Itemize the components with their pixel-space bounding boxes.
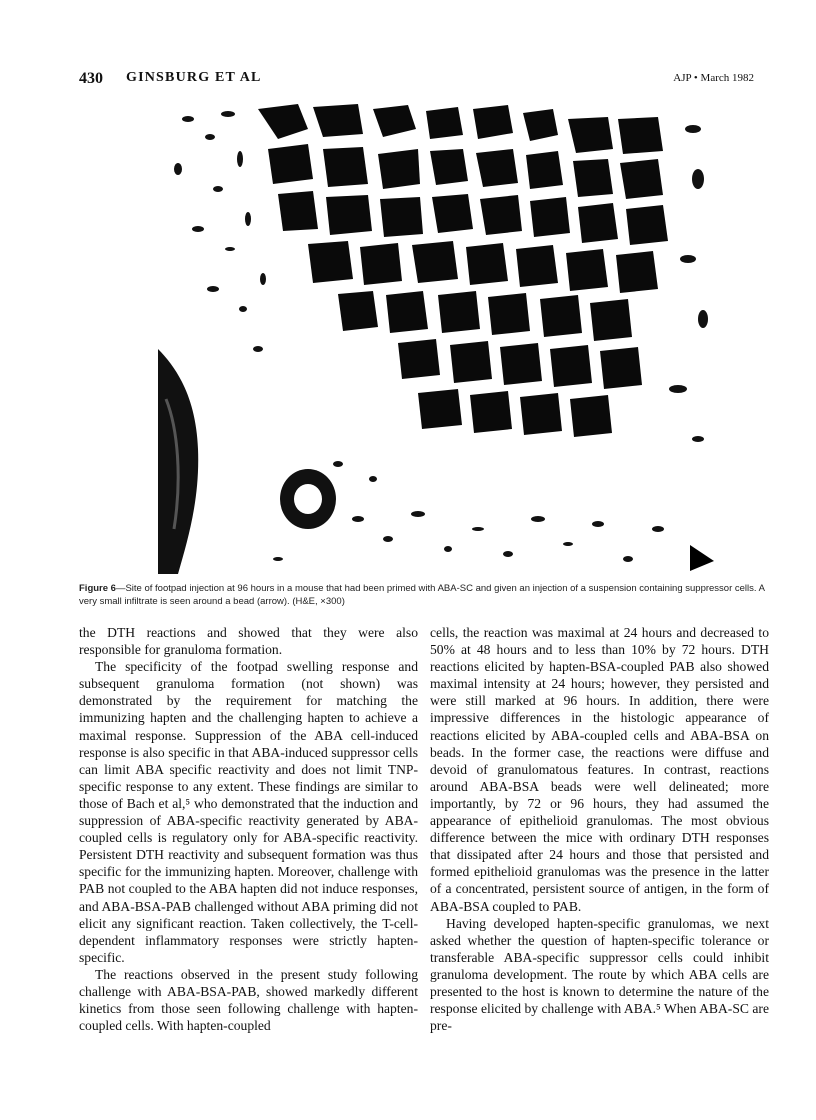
figure-caption-text: —Site of footpad injection at 96 hours in a mouse that had been primed with ABA-SC and given an injection of a suspension containing suppressor cells. A very small infiltrate is seen around a bead (arrow). (H&E, ×300) [79, 583, 765, 607]
micrograph-image [158, 99, 722, 574]
paragraph: Having developed hapten-specific granulomas, we next asked whether the question of hapten-specific tolerance or transferable ABA-specific suppressor cells could inhibit granuloma development. The route by which ABA cells are presented to the host is known to determine the nature of the response elicited by challenge with ABA.⁵ When ABA-SC are pre- [430, 915, 769, 1034]
running-head: GINSBURG ET AL [126, 70, 262, 85]
micrograph-figure [158, 99, 722, 574]
figure-label: Figure 6 [79, 583, 116, 594]
figure-caption [79, 583, 769, 608]
journal-info: AJP • March 1982 [673, 72, 754, 84]
paragraph: the DTH reactions and showed that they were also responsible for granuloma formation. [79, 625, 418, 658]
left-column [79, 624, 418, 1034]
right-column [430, 624, 769, 1034]
paragraph: The reactions observed in the present study following challenge with ABA-BSA-PAB, showed markedly different kinetics from those seen following challenge with hapten-coupled cells. With hapten-coupled [79, 966, 418, 1034]
paragraph: cells, the reaction was maximal at 24 hours and decreased to 50% at 48 hours and to less than 10% by 72 hours. DTH reactions elicited by hapten-BSA-coupled PAB also showed maximal intensity at 24 hours; however, they persisted and were still marked at 96 hours. In addition, there were impressive differences in the histologic appearance of reactions elicited by ABA-coupled cells and ABA-BSA on beads. In the former case, the reactions were diffuse and devoid of granulomatous features. In contrast, reactions around ABA-BSA beads were well delineated; more importantly, by 72 or 96 hours, they had assumed the appearance of epithelioid granulomas. The most obvious difference between the mice with ordinary DTH responses that dissipated after 24 hours and those that persisted and formed epithelioid granulomas was the presence in the latter of a concentrated, persistent source of antigen, in the form of ABA-BSA coupled to PAB. [430, 625, 769, 914]
paragraph: The specificity of the footpad swelling response and subsequent granuloma formation (not shown) was demonstrated by the requirement for matching the immunizing hapten and the challenging hapten to achieve a maximal response. Suppression of the ABA cell-induced response is also specific in that ABA-induced suppressor cells can limit ABA specific reactivity and does not limit TNP-specific response to any extent. These findings are similar to those of Bach et al,⁵ who demonstrated that the induction and suppression of ABA-specific reactivity generated by ABA-coupled cells is regulatory only for ABA-specific reactivity. Persistent DTH reactivity and subsequent formation was thus specific for the immunizing hapten. Moreover, challenge with PAB not coupled to the ABA hapten did not induce responses, and ABA-BSA-PAB challenged without ABA priming did not elicit any significant reaction. Taken collectively, the T-cell-dependent inflammatory responses were strictly hapten-specific. [79, 659, 418, 965]
page-number: 430 [79, 70, 103, 87]
